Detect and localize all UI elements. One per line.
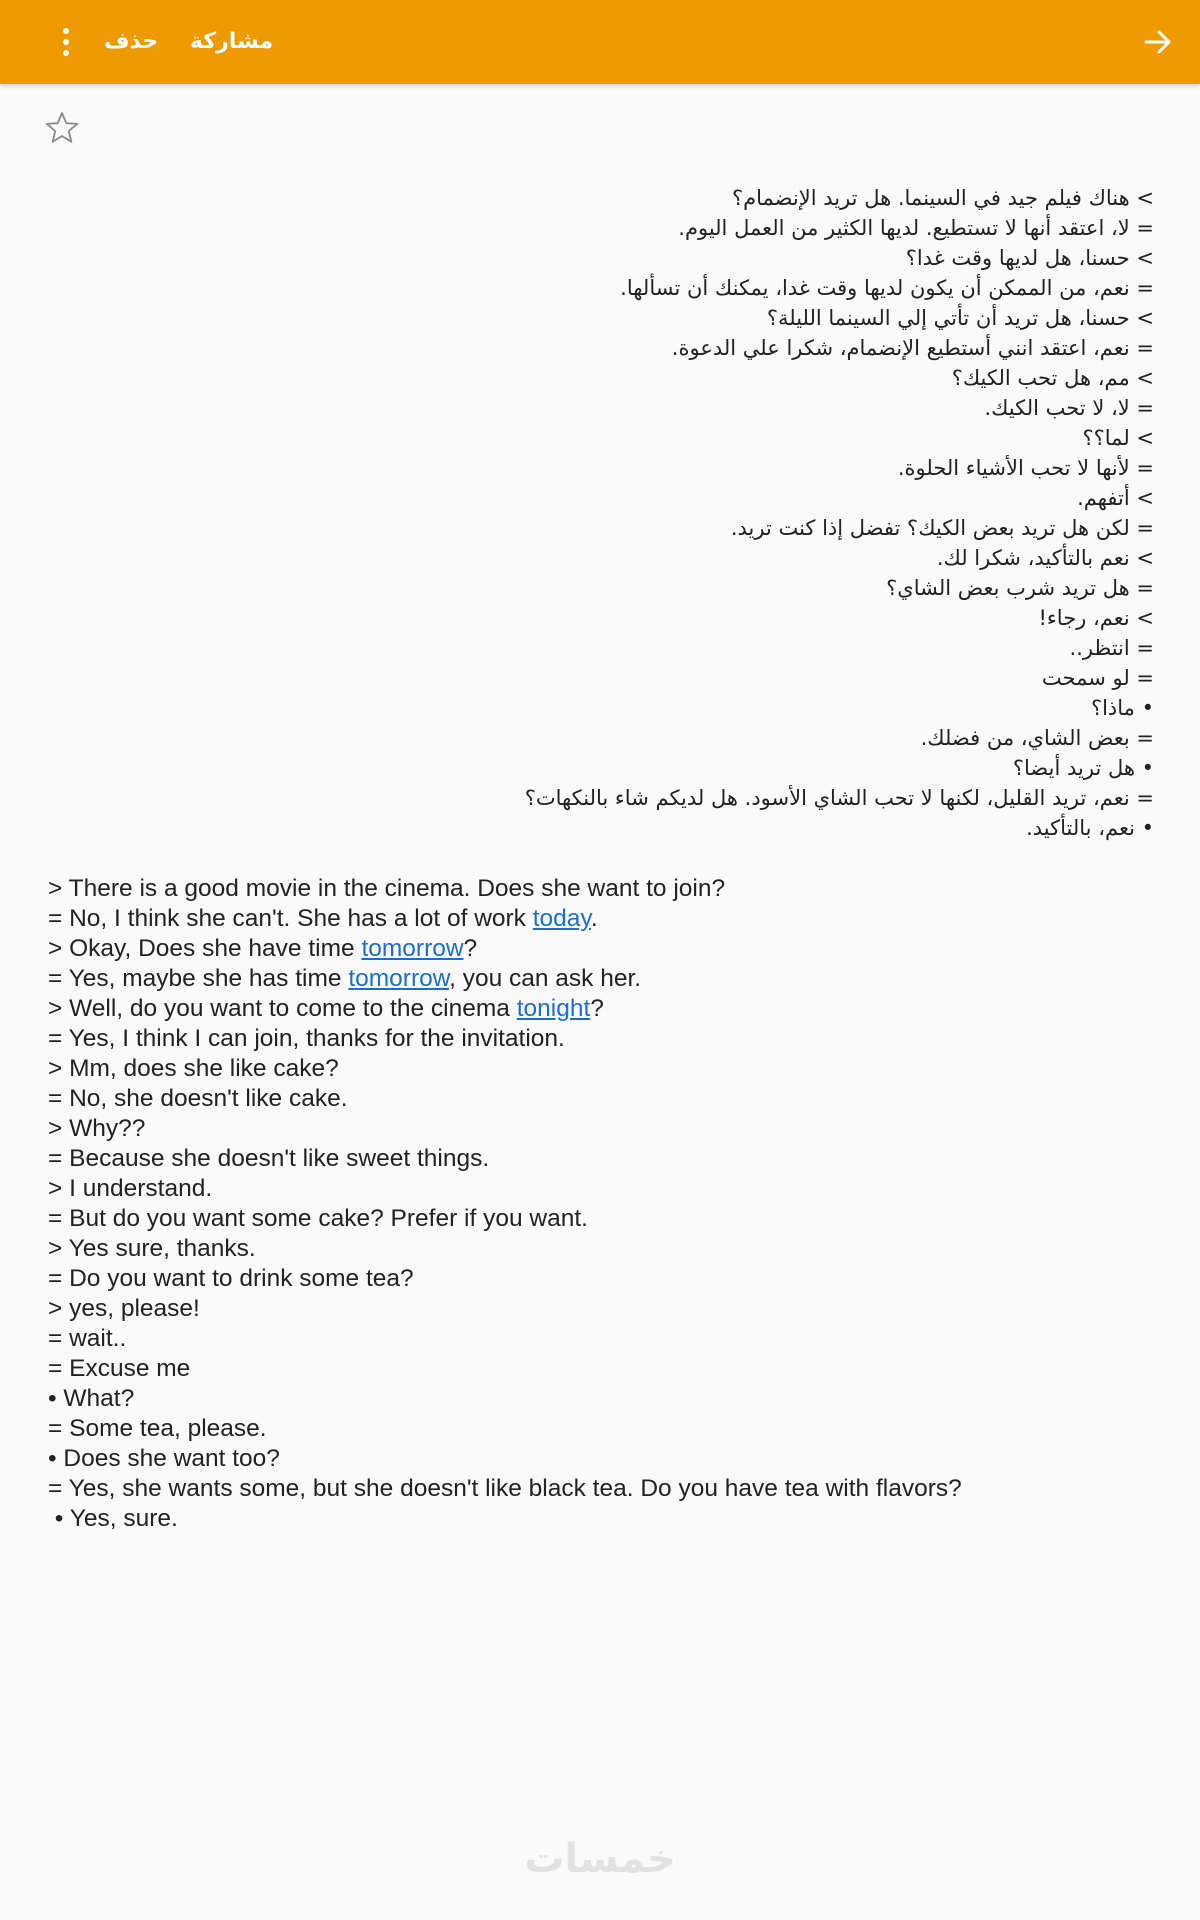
line-text: • Yes, sure. [48,1505,178,1532]
arabic-line: > نعم، رجاء! [1038,606,1154,630]
line-text-after: . [590,905,598,932]
delete-button[interactable]: حذف [104,29,159,54]
english-line [48,1114,1158,1144]
arabic-line: = بعض الشاي، من فضلك. [920,726,1154,750]
english-line [48,904,1158,934]
english-line [48,1054,1158,1084]
line-text: > I understand. [48,1175,213,1202]
line-text: > There is a good movie in the cinema. Does she want to join? [48,875,726,902]
english-note-text [48,874,1158,1534]
line-text: = No, I think she can't. She has a lot of work [48,905,533,932]
arabic-line: = نعم، اعتقد انني أستطيع الإنضمام، شكرا علي الدعوة. [671,336,1154,360]
line-text: > Yes sure, thanks. [48,1235,256,1262]
arabic-line: = هل تريد شرب بعض الشاي؟ [886,576,1154,600]
english-line [48,1204,1158,1234]
more-vertical-icon[interactable] [50,22,82,62]
arabic-line: > مم، هل تحب الكيك؟ [951,366,1154,390]
arabic-line: > أتفهم. [1077,486,1154,510]
english-line [48,1264,1158,1294]
arabic-line: = انتظر.. [1069,636,1154,660]
arabic-line: > لما؟؟ [1082,426,1154,450]
english-line [48,1384,1158,1414]
arabic-line: > نعم بالتأكيد، شكرا لك. [936,546,1154,570]
arabic-line: > حسنا، هل لديها وقت غدا؟ [905,246,1154,270]
line-text-after: ? [590,995,604,1022]
line-text: = Do you want to drink some tea? [48,1265,414,1292]
line-text: > Why?? [48,1115,146,1142]
line-text: = No, she doesn't like cake. [48,1085,348,1112]
english-line [48,1504,1158,1534]
line-text: = wait.. [48,1325,127,1352]
english-line [48,994,1158,1024]
link-tomorrow[interactable]: tomorrow [348,965,450,992]
english-line [48,1024,1158,1054]
link-today[interactable]: today [532,905,591,932]
app-bar [0,0,1200,84]
line-text-after: ? [463,935,478,962]
english-line [48,1444,1158,1474]
arabic-line: = لو سمحت [1041,666,1154,690]
line-text: > Okay, Does she have time [48,935,362,962]
arabic-line: = لكن هل تريد بعض الكيك؟ تفضل إذا كنت تريد. [730,516,1154,540]
english-line [48,964,1158,994]
english-line [48,874,1158,904]
link-tonight[interactable]: tonight [516,995,591,1022]
english-line [48,1144,1158,1174]
line-text: = Yes, maybe she has time [48,965,349,992]
arabic-line: = لا، لا تحب الكيك. [984,396,1154,420]
english-line [48,1354,1158,1384]
arrow-right-icon[interactable] [1136,20,1180,64]
arabic-line: > حسنا، هل تريد أن تأتي إلي السينما الليلة؟ [766,306,1154,330]
arabic-line: = لأنها لا تحب الأشياء الحلوة. [897,456,1154,480]
line-text: = Excuse me [48,1355,191,1382]
line-text: • What? [48,1385,135,1412]
link-tomorrow[interactable]: tomorrow [361,935,464,962]
english-line [48,934,1158,964]
line-text: > Mm, does she like cake? [48,1055,339,1082]
arabic-line: = نعم، تريد القليل، لكنها لا تحب الشاي الأسود. هل لديكم شاء بالنكهات؟ [524,786,1154,810]
arabic-line: • ماذا؟ [1090,696,1154,720]
share-button[interactable]: مشاركة [190,29,274,54]
line-text: > yes, please! [48,1295,200,1322]
line-text: = Yes, she wants some, but she doesn't like black tea. Do you have tea with flavors? [48,1475,962,1502]
arabic-line: = نعم، من الممكن أن يكون لديها وقت غدا، يمكنك أن تسألها. [620,276,1154,300]
line-text: > Well, do you want to come to the cinema [48,995,517,1022]
english-line [48,1474,1158,1504]
english-line [48,1234,1158,1264]
watermark-logo: خمسات [524,1836,676,1882]
line-text: • Does she want too? [48,1445,280,1472]
arabic-line: • هل تريد أيضا؟ [1012,756,1154,780]
line-text: = But do you want some cake? Prefer if you want. [48,1205,588,1232]
star-outline-icon[interactable] [44,110,80,146]
english-line [48,1414,1158,1444]
arabic-line: • نعم، بالتأكيد. [1026,816,1154,840]
line-text: = Because she doesn't like sweet things. [48,1145,490,1172]
arabic-line: = لا، اعتقد أنها لا تستطيع. لديها الكثير من العمل اليوم. [678,216,1154,240]
english-line [48,1294,1158,1324]
arabic-line: > هناك فيلم جيد في السينما. هل تريد الإنضمام؟ [732,186,1154,210]
line-text-after: , you can ask her. [449,965,642,992]
english-line [48,1084,1158,1114]
arabic-note-text [54,183,1154,843]
line-text: = Yes, I think I can join, thanks for the invitation. [48,1025,565,1052]
english-line [48,1174,1158,1204]
english-line [48,1324,1158,1354]
line-text: = Some tea, please. [48,1415,267,1442]
